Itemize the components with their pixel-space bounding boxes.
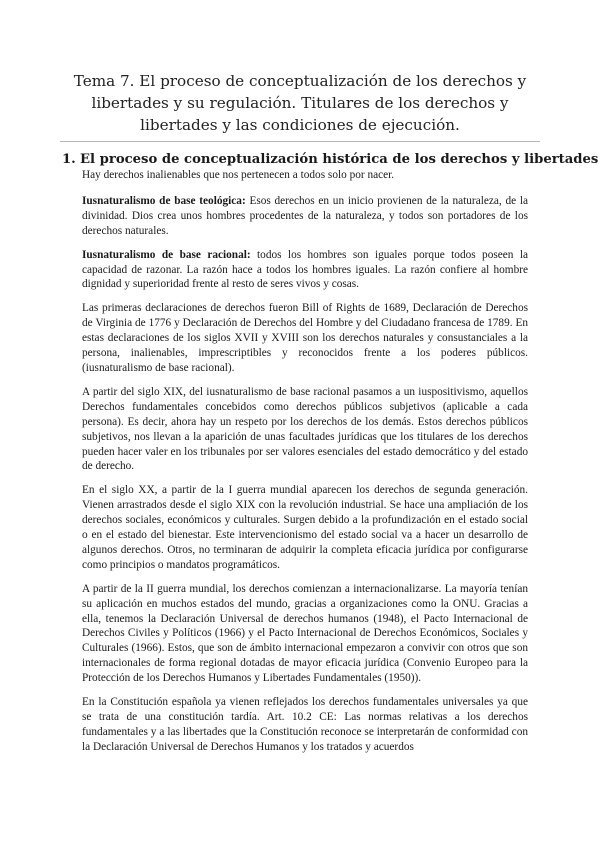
section-number: 1. (62, 152, 76, 167)
title-divider (60, 141, 540, 142)
paragraph-racional (82, 248, 528, 293)
section-heading-text: El proceso de conceptualización histórica de los derechos y libertades (80, 152, 599, 167)
intro-paragraph: Hay derechos inalienables que nos pertenecen a todos solo por nacer. (82, 169, 395, 181)
paragraph-racional-text: todos los hombres son iguales porque todos poseen la capacidad de razonar. La razón hace a todos los hombres iguales. La razón confiere al hombre dignidad y superioridad frente al resto de seres vivos y cosas. (82, 248, 528, 291)
page-title: Tema 7. El proceso de conceptualización de los derechos y libertades y su regulación. Titulares de los derechos y libertades y las condiciones de ejecución. (73, 72, 527, 134)
paragraph-ii-guerra: A partir de la II guerra mundial, los derechos comienzan a internacionalizarse. La mayoría tenían su aplicación en muchos estados del mundo, gracias a organizaciones como la ONU. Gracias a ella, tenemos la Declaración Universal de derechos humanos (1948), el Pacto Internacional de Derechos Civiles y Políticos (1966) y el Pacto Internacional de Derechos Económicos, Sociales y Culturales (1966). Estos, que son de ámbito internacional empezaron a convivir con otros que son internacionales de forma regional dotadas de mayor eficacia jurídica (Convenio Europeo para la Protección de los Derechos Humanos y Libertades Fundamentales (1950)). (82, 582, 528, 685)
paragraph-teologica-text: Esos derechos en un inicio provienen de la naturaleza, de la divinidad. Dios crea unos hombres procedentes de la naturaleza, y todos son portadores de los derechos naturales. (82, 194, 528, 237)
paragraph-siglo-xix: A partir del siglo XIX, del iusnaturalismo de base racional pasamos a un iuspositivismo, aquellos Derechos fundamentales concebidos como derechos públicos subjetivos (aplicable a cada persona). Es decir, ahora hay un respeto por los derechos de los demás. Estos derechos públicos subjetivos, nos llevan a la aparición de unas facultades jurídicas que los titulares de los derechos pueden hacer valer en los tribunales por ser valores esenciales del estado democrático y del estado de derecho. (82, 385, 528, 473)
paragraph-teologica (82, 194, 528, 239)
paragraph-constitucion: En la Constitución española ya vienen reflejados los derechos fundamentales universales ya que se trata de una constitución tardía. Art. 10.2 CE: Las normas relativas a los derechos fundamentales y a las libertades que la Constitución reconoce se interpretarán de conformidad con la Declaración Universal de Derechos Humanos y los tratados y acuerdos (82, 696, 528, 753)
term-teologica: Iusnaturalismo de base teológica: (82, 194, 246, 207)
term-racional: Iusnaturalismo de base racional: (82, 248, 251, 261)
paragraph-declaraciones: Las primeras declaraciones de derechos fueron Bill of Rights de 1689, Declaración de Derechos de Virginia de 1776 y Declaración de Derechos del Hombre y del Ciudadano francesa de 1789. En estas declaraciones de los siglos XVII y XVIII son los derechos naturales y consustanciales a la persona, inalienables, imprescriptibles y reconocidos frente a los poderes públicos. (iusnaturalismo de base racional). (82, 302, 528, 374)
section-heading (62, 151, 599, 169)
paragraph-siglo-xx: En el siglo XX, a partir de la I guerra mundial aparecen los derechos de segunda generación. Vienen arrastrados desde el siglo XIX con la revolución industrial. Se hace una ampliación de los derechos sociales, económicos y culturales. Surgen debido a la profundización en el estado social o en el estado del bienestar. Este intervencionismo del estado social va a hacer un desarrollo de algunos derechos. Otros, no terminaran de adquirir la completa eficacia jurídica por configurarse como principios o mandatos programáticos. (82, 484, 528, 571)
document-body (82, 168, 528, 755)
